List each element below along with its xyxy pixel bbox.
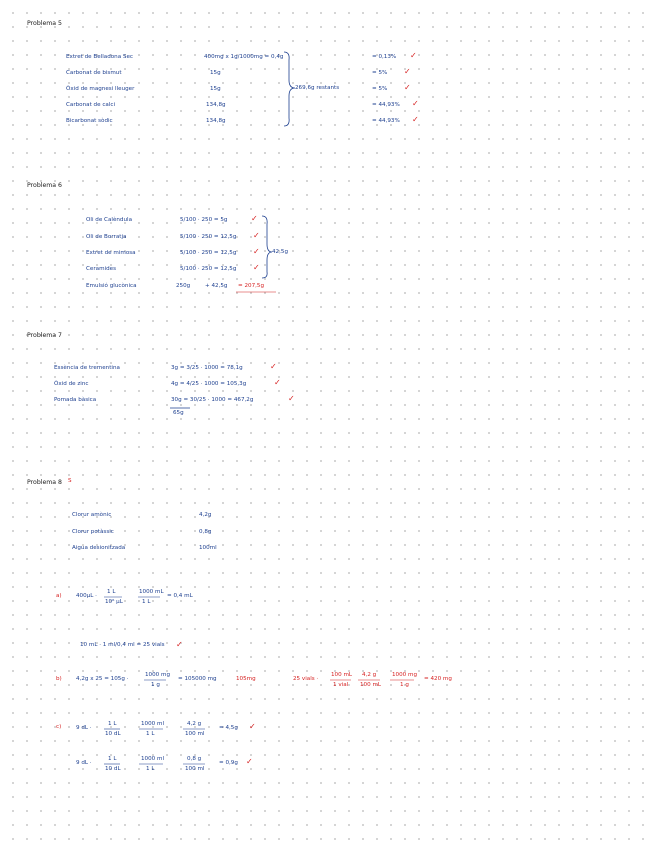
checkmark-icon: ✓ [253, 231, 260, 240]
p5-row-label: Carbonat de bismut [66, 70, 122, 76]
checkmark-icon: ✓ [270, 362, 277, 371]
p6-last-calc: 250g [176, 283, 191, 289]
p8-b-lhs: 4,2g x 25 = 105g · [76, 676, 129, 682]
p5-row-result: = 44,93% [372, 118, 400, 124]
p5-row-calc: 15g [210, 86, 221, 92]
problem-7-title: Problema 7 [27, 332, 62, 339]
p5-row-calc: 400mg x 1g/1000mg = 0,4g [204, 54, 284, 60]
p8-c-frac-den: 100 ml [185, 731, 205, 737]
p8-ingredient-label: Clorur amònic [72, 512, 112, 518]
p8-c-frac-den: 100 ml [185, 766, 205, 772]
p6-row-label: Emulsió glucònica [86, 283, 137, 289]
p6-row-label: Oli de Borratja [86, 234, 127, 240]
p8-ingredient-label: Clorur potàssic [72, 529, 114, 535]
checkmark-icon: ✓ [274, 378, 281, 387]
p8-c-frac-num: 1000 ml [141, 721, 165, 727]
p8-a-line2: 10 mL · 1 ml/0,4 ml = 25 vials [80, 642, 165, 648]
p5-row-label: Bicarbonat sòdic [66, 118, 113, 124]
p8-part-b-label: b) [56, 676, 62, 682]
p8-part-a-label: a) [56, 593, 62, 599]
p7-row-label: Pomada bàsica [54, 397, 97, 403]
checkmark-icon: ✓ [412, 99, 419, 108]
p8-c-frac-den: 1 L [146, 766, 155, 772]
p6-brace [262, 216, 272, 278]
p8-a-frac-num: 1 L [107, 589, 116, 595]
p8-b-rhs-frac-den: 1 vial [333, 682, 349, 688]
p8-b-frac-den: 1 g [151, 682, 160, 688]
p6-row-calc: 5/100 · 250 = 12,5g [180, 234, 237, 240]
p5-row-calc: 134,8g [206, 102, 226, 108]
p8-a-result: = 0,4 mL [167, 593, 193, 599]
checkmark-icon: ✓ [404, 83, 411, 92]
problem-8-title: Problema 8 [27, 479, 62, 486]
p5-brace-note: 269,6g restants [295, 85, 340, 91]
p7-row-calc: 4g = 4/25 · 1000 = 105,3g [171, 381, 247, 387]
p5-row-result: = 5% [372, 86, 388, 92]
p6-row-calc: 5/100 · 250 = 12,5g [180, 266, 237, 272]
p5-row-label: Extret de Belladona Sec [66, 54, 134, 60]
p5-brace [284, 52, 295, 126]
p8-c-frac-num: 4,2 g [187, 721, 202, 727]
p5-row-calc: 15g [210, 70, 221, 76]
p8-c-result: = 0,9g [219, 760, 238, 766]
p8-c-frac-den: 10 dL [105, 731, 121, 737]
p5-row-label: Òxid de magnesi lleuger [66, 86, 135, 92]
p6-row-label: Extret de mimosa [86, 250, 136, 256]
checkmark-icon: ✓ [176, 640, 183, 649]
problem-6-title: Problema 6 [27, 182, 62, 189]
p8-b-rhs-frac-num: 1000 mg [392, 672, 418, 678]
p6-row-calc: 5/100 · 250 = 12,5g [180, 250, 237, 256]
p8-a-frac-den: 1 L [142, 599, 151, 605]
p8-c-lhs: 9 dL · [76, 760, 92, 766]
p5-row-label: Carbonat de calci [66, 102, 116, 108]
checkmark-icon: ✓ [249, 722, 256, 731]
p8-c-frac-num: 0,8 g [187, 756, 202, 762]
p6-brace-note: 42,5g [272, 249, 289, 255]
checkmark-icon: ✓ [404, 67, 411, 76]
p8-a-frac-den: 10⁶ μL [105, 599, 123, 605]
p8-b-note: 105mg [236, 676, 256, 682]
p5-row-result: = 5% [372, 70, 388, 76]
p8-part-c-label: c) [56, 724, 62, 730]
p8-c-lhs: 9 dL · [76, 725, 92, 731]
checkmark-icon: ✓ [246, 757, 253, 766]
p8-ingredient-qty: 100ml [199, 545, 217, 551]
p8-b-rhs-frac-num: 4,2 g [362, 672, 377, 678]
p8-title-mark: S [68, 478, 72, 484]
p8-c-frac-num: 1000 ml [141, 756, 165, 762]
p8-ingredient-qty: 4,2g [199, 512, 212, 518]
p6-last-sum: + 42,5g [205, 283, 228, 289]
p8-a-lhs: 400μL · [76, 593, 97, 599]
p7-row-label: Òxid de zinc [54, 381, 89, 387]
p7-row-calc: 3g = 3/25 · 1000 = 78,1g [171, 365, 243, 371]
p6-row-label: Ceramides [86, 266, 116, 272]
checkmark-icon: ✓ [410, 51, 417, 60]
p6-row-label: Oli de Calèndula [86, 217, 133, 223]
p8-ingredient-label: Aigua desionitzada [72, 545, 126, 551]
p8-a-frac-num: 1000 mL [139, 589, 164, 595]
p7-row-label: Essència de trementina [54, 365, 120, 371]
p8-c-frac-num: 1 L [108, 756, 117, 762]
p7-row-calc: 30g = 30/25 · 1000 = 467,2g [171, 397, 254, 403]
p7-fraction-den: 65g [173, 410, 184, 416]
checkmark-icon: ✓ [253, 247, 260, 256]
checkmark-icon: ✓ [251, 214, 258, 223]
p5-row-calc: 134,8g [206, 118, 226, 124]
p8-c-frac-num: 1 L [108, 721, 117, 727]
p5-row-result: = 44,93% [372, 102, 400, 108]
p8-c-frac-den: 10 dL [105, 766, 121, 772]
p8-c-result: = 4,5g [219, 725, 238, 731]
p8-ingredient-qty: 0,8g [199, 529, 212, 535]
p8-b-frac-num: 1000 mg [145, 672, 171, 678]
p6-last-result: = 207,5g [238, 283, 265, 289]
p8-b-rhs-lead: 25 vials · [293, 676, 319, 682]
p8-b-result: = 105000 mg [178, 676, 217, 682]
p8-b-rhs-frac-num: 100 mL [331, 672, 353, 678]
p8-b-rhs-frac-den: 1 g [400, 682, 409, 688]
checkmark-icon: ✓ [253, 263, 260, 272]
p6-row-calc: 5/100 · 250 = 5g [180, 217, 228, 223]
p5-row-result: = 0,13% [372, 54, 397, 60]
problem-5-title: Problema 5 [27, 20, 62, 27]
p8-b-rhs-result: = 420 mg [424, 676, 452, 682]
checkmark-icon: ✓ [288, 394, 295, 403]
checkmark-icon: ✓ [412, 115, 419, 124]
p8-c-frac-den: 1 L [146, 731, 155, 737]
p8-b-rhs-frac-den: 100 mL [360, 682, 382, 688]
